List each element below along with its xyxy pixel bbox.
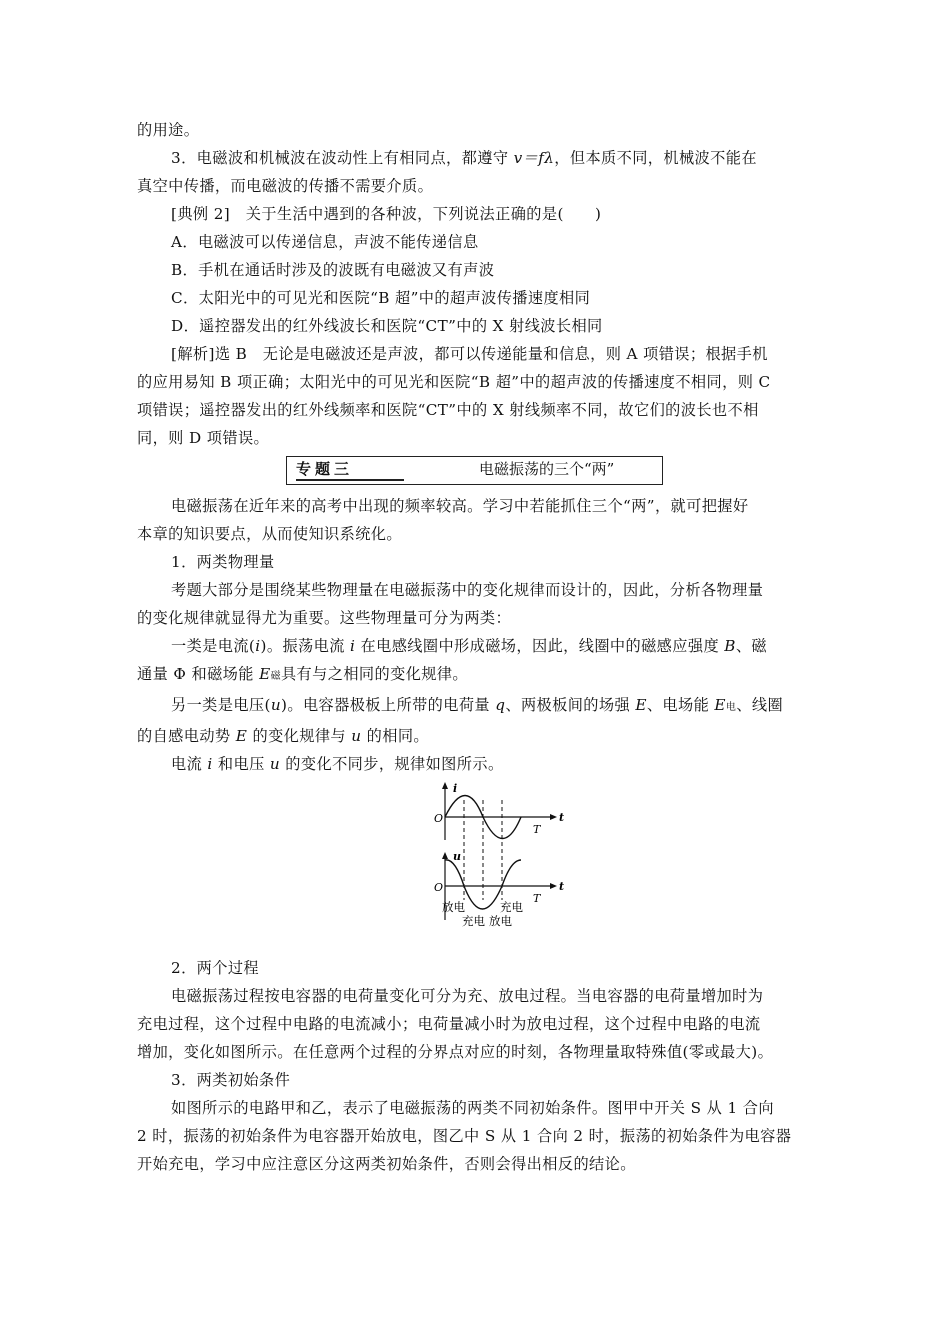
section-heading: 2．两个过程 [171,959,260,977]
paragraph: 2 时，振荡的初始条件为电容器开始放电，图乙中 S 从 1 合向 2 时，振荡的初始条件为电容器 [137,1127,792,1145]
period-label: T [533,823,541,836]
option-d: D．遥控器发出的红外线波长和医院“CT”中的 X 射线波长相同 [171,317,603,335]
origin-label: O [434,812,444,825]
phase-label: 充电 [462,914,485,928]
answer-line: 项错误；遥控器发出的红外线频率和医院“CT”中的 X 射线频率不同，故它们的波长也不相 [137,401,759,419]
paragraph: 电流 i 和电压 u 的变化不同步，规律如图所示。 [171,755,504,773]
paragraph: 开始充电，学习中应注意区分这两类初始条件，否则会得出相反的结论。 [137,1155,636,1173]
answer-line: [解析]选 B 无论是电磁波还是声波，都可以传递能量和信息，则 A 项错误；根据手机 [171,345,768,363]
option-a: A．电磁波可以传递信息，声波不能传递信息 [171,233,479,251]
paragraph: 的变化规律就显得尤为重要。这些物理量可分为两类： [137,609,512,627]
paragraph: 另一类是电压(u)。电容器极板上所带的电荷量 q、两极板间的场强 E、电场能 E电、线圈 [171,696,784,714]
t-label: t [559,880,565,893]
paragraph: 真空中传播，而电磁波的传播不需要介质。 [137,177,434,195]
t-axis-bottom-arrow [550,883,557,889]
period-label: T [533,892,541,905]
paragraph: 电磁振荡过程按电容器的电荷量变化可分为充、放电过程。当电容器的电荷量增加时为 [171,987,764,1005]
paragraph: 本章的知识要点，从而使知识系统化。 [137,525,402,543]
document-page [137,116,817,1178]
option-c: C．太阳光中的可见光和医院“B 超”中的超声波传播速度相同 [171,289,591,307]
oscillation-figure [137,778,817,954]
paragraph: 如图所示的电路甲和乙，表示了电磁振荡的两类不同初始条件。图甲中开关 S 从 1 合向 [171,1099,774,1117]
paragraph: 的用途。 [137,121,200,139]
phase-label: 放电 [442,900,465,914]
origin-label: O [434,881,444,894]
u-label: u [453,850,461,863]
topic-tag: 专题三 [296,459,404,481]
section-heading: 1．两类物理量 [171,553,275,571]
t-axis-top-arrow [550,814,557,820]
topic-title: 电磁振荡的三个“两” [479,460,615,478]
paragraph: 充电过程，这个过程中电路的电流减小；电荷量减小时为放电过程，这个过程中电路的电流 [137,1015,761,1033]
phase-label: 放电 [489,914,512,928]
paragraph: 一类是电流(i)。振荡电流 i 在电感线圈中形成磁场，因此，线圈中的磁感应强度 B、磁 [171,637,768,655]
formula: v＝fλ [513,149,555,167]
phase-label: 充电 [500,900,523,914]
i-axis-arrow [442,782,448,789]
topic-box [286,456,663,485]
section-heading: 3．两类初始条件 [171,1071,291,1089]
topic-header [137,452,817,492]
paragraph: 增加，变化如图所示。在任意两个过程的分界点对应的时刻，各物理量取特殊值(零或最大)。 [137,1043,774,1061]
option-b: B．手机在通话时涉及的波既有电磁波又有声波 [171,261,495,279]
paragraph: 的自感电动势 E 的变化规律与 u 的相同。 [137,727,430,745]
paragraph: 通量 Φ 和磁场能 E磁具有与之相同的变化规律。 [137,665,469,683]
u-axis-arrow [442,852,448,859]
example-heading: [典例 2] 关于生活中遇到的各种波，下列说法正确的是( ) [171,205,602,223]
t-label: t [559,811,565,824]
paragraph: 考题大部分是围绕某些物理量在电磁振荡中的变化规律而设计的，因此，分析各物理量 [171,581,764,599]
paragraph: 电磁振荡在近年来的高考中出现的频率较高。学习中若能抓住三个“两”，就可把握好 [171,497,749,515]
i-label: i [453,782,458,795]
answer-line: 同，则 D 项错误。 [137,429,270,447]
paragraph: 3．电磁波和机械波在波动性上有相同点，都遵守 v＝fλ，但本质不同，机械波不能在 [171,149,757,167]
answer-line: 的应用易知 B 项正确；太阳光中的可见光和医院“B 超”中的超声波的传播速度不相同，则 C [137,373,771,391]
current-voltage-graph [423,780,573,952]
